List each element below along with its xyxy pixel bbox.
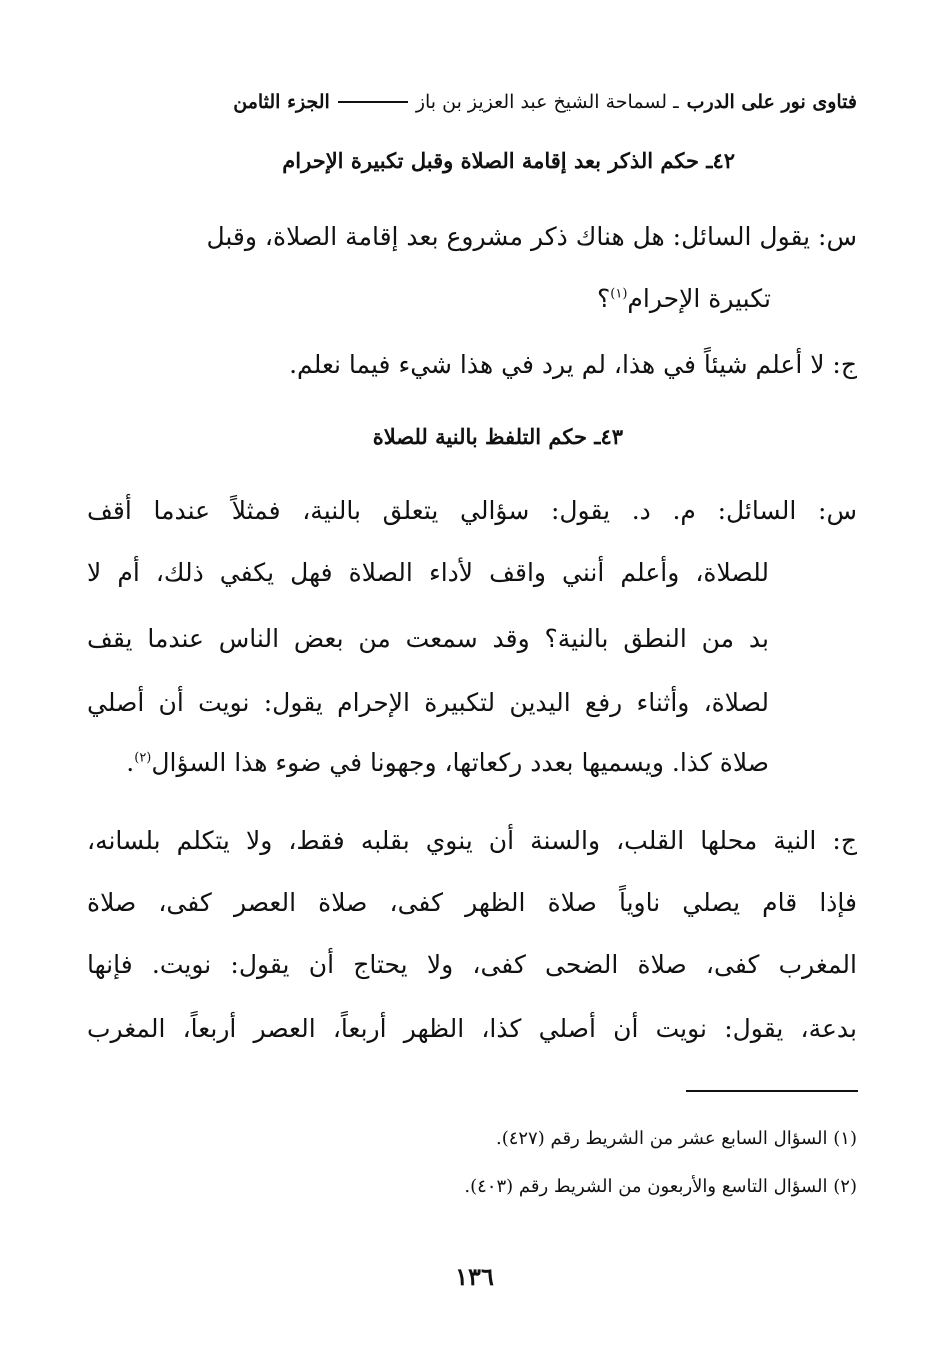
header-rule <box>338 101 408 103</box>
answer-line: فإذا قام يصلي ناوياً صلاة الظهر كفى، صلاة العصر كفى، صلاة <box>87 888 857 917</box>
answer-line: بدعة، يقول: نويت أن أصلي كذا، الظهر أربعاً، العصر أربعاً، المغرب <box>87 1014 857 1043</box>
book-part: الجزء الثامن <box>233 91 330 113</box>
running-header <box>87 84 857 120</box>
question-line: للصلاة، وأعلم أنني واقف لأداء الصلاة فهل يكفي ذلك، أم لا <box>87 558 769 587</box>
question-line: صلاة كذا. ويسميها بعدد ركعاتها، وجهونا في ضوء هذا السؤال$^{(٢)}$. <box>126 748 769 777</box>
page-number: ١٣٦ <box>455 1262 494 1291</box>
answer-line: ج: النية محلها القلب، والسنة أن ينوي بقلبه فقط، ولا يتكلم بلسانه، <box>87 826 857 855</box>
question-line: بد من النطق بالنية؟ وقد سمعت من بعض الناس عندما يقف <box>87 624 769 653</box>
question-line: س: يقول السائل: هل هناك ذكر مشروع بعد إقامة الصلاة، وقبل <box>206 222 857 251</box>
footnote-ref: (٢) <box>134 750 152 766</box>
question-line: س: السائل: م. د. يقول: سؤالي يتعلق بالنية، فمثلاً عندما أقف <box>87 496 857 525</box>
footnote: (١) السؤال السابع عشر من الشريط رقم (٤٢٧). <box>495 1128 857 1149</box>
answer-line: المغرب كفى، صلاة الضحى كفى، ولا يحتاج أن يقول: نويت. فإنها <box>87 950 857 979</box>
book-author: ـ لسماحة الشيخ عبد العزيز بن باز <box>415 91 679 113</box>
footnote-ref: (١) <box>610 286 628 302</box>
section-heading: ٤٢ـ حكم الذكر بعد إقامة الصلاة وقبل تكبيرة الإحرام <box>282 148 735 173</box>
footnote: (٢) السؤال التاسع والأربعون من الشريط رقم (٤٠٣). <box>464 1176 857 1197</box>
section-heading: ٤٣ـ حكم التلفظ بالنية للصلاة <box>372 424 623 449</box>
book-title: فتاوى نور على الدرب <box>686 91 857 113</box>
answer-line: ج: لا أعلم شيئاً في هذا، لم يرد في هذا شيء فيما نعلم. <box>289 350 857 379</box>
question-line: لصلاة، وأثناء رفع اليدين لتكبيرة الإحرام يقول: نويت أن أصلي <box>87 688 769 717</box>
question-line: تكبيرة الإحرام$^{(١)}$؟ <box>597 284 771 313</box>
footnote-separator <box>686 1090 858 1092</box>
